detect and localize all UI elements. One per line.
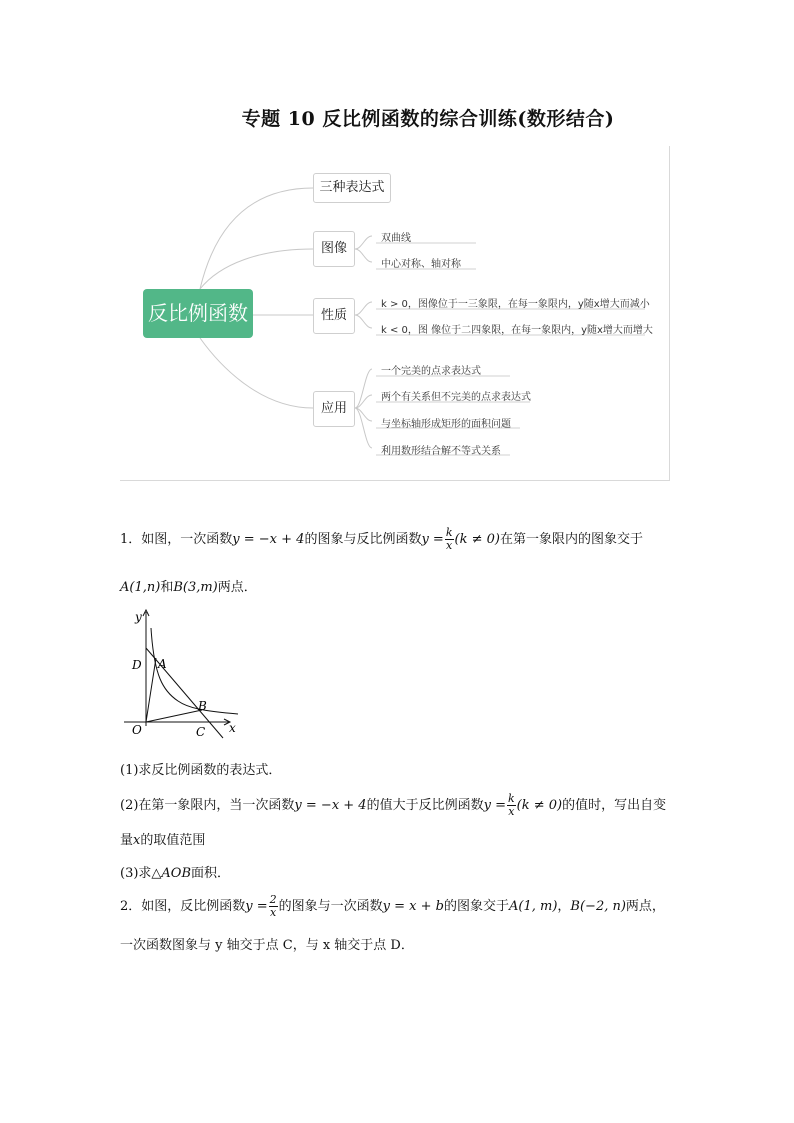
label-x: x <box>229 721 236 735</box>
q2-line2: 一次函数图象与 y 轴交于点 C，与 x 轴交于点 D． <box>120 938 414 953</box>
leaf-symmetry: 中心对称、轴对称 <box>381 259 461 270</box>
page-title: 专题 10 反比例函数的综合训练(数形结合) <box>241 108 615 130</box>
q1-sub2: (2)在第一象限内，当一次函数y = −x + 4的值大于反比例函数y = $\frac{k}{x}$ (k ≠ 0)的值时，写出自变 <box>120 792 667 818</box>
branch-graph: 图像 <box>313 231 355 267</box>
branch-expressions: 三种表达式 <box>313 173 391 203</box>
mindmap-root: 反比例函数 <box>143 289 253 338</box>
label-y: y <box>135 610 142 624</box>
q1-sub2-cont: 量x的取值范围 <box>120 833 206 848</box>
segment-OA <box>146 658 156 722</box>
leaf-app-3: 与坐标轴形成矩形的面积问题 <box>381 419 511 430</box>
mindmap-border-bottom <box>120 480 670 481</box>
connector-graph <box>200 249 313 289</box>
leaf-k-negative: k < 0，图 像位于二四象限，在每一象限内，y随x增大而增大 <box>381 325 653 336</box>
branch-property: 性质 <box>313 298 355 334</box>
label-C: C <box>196 725 206 739</box>
q1-line1: 1．如图，一次函数y = −x + 4的图象与反比例函数y = $\frac{k}{x}$ (k ≠ 0)在第一象限内的图象交于 <box>120 526 643 552</box>
q1-figure <box>118 606 243 741</box>
label-B: B <box>198 699 207 713</box>
leaf-hyperbola: 双曲线 <box>381 233 411 244</box>
q1-line2: A(1,n)和B(3,m)两点． <box>120 580 257 595</box>
branch-application: 应用 <box>313 391 355 427</box>
hyperbola <box>151 628 238 714</box>
q1-sub3: (3)求△AOB面积． <box>120 866 231 881</box>
label-A: A <box>158 657 167 671</box>
segment-OB <box>146 710 202 722</box>
connector-application <box>200 338 313 408</box>
leaf-app-2: 两个有关系但不完美的点求表达式 <box>381 392 531 403</box>
mindmap-border-right <box>669 146 670 480</box>
label-O: O <box>132 723 142 737</box>
leaf-k-positive: k > 0，图像位于一三象限，在每一象限内，y随x增大而减小 <box>381 299 650 310</box>
label-D: D <box>132 658 142 672</box>
leaf-app-4: 利用数形结合解不等式关系 <box>381 446 501 457</box>
q2-line1: 2．如图，反比例函数y = $\frac{2}{x}$ 的图象与一次函数y = x + b的图象交于A(1, m)，B(−2, n)两点， <box>120 893 665 919</box>
leaf-app-1: 一个完美的点求表达式 <box>381 366 481 377</box>
q1-sub1: (1)求反比例函数的表达式． <box>120 763 282 778</box>
